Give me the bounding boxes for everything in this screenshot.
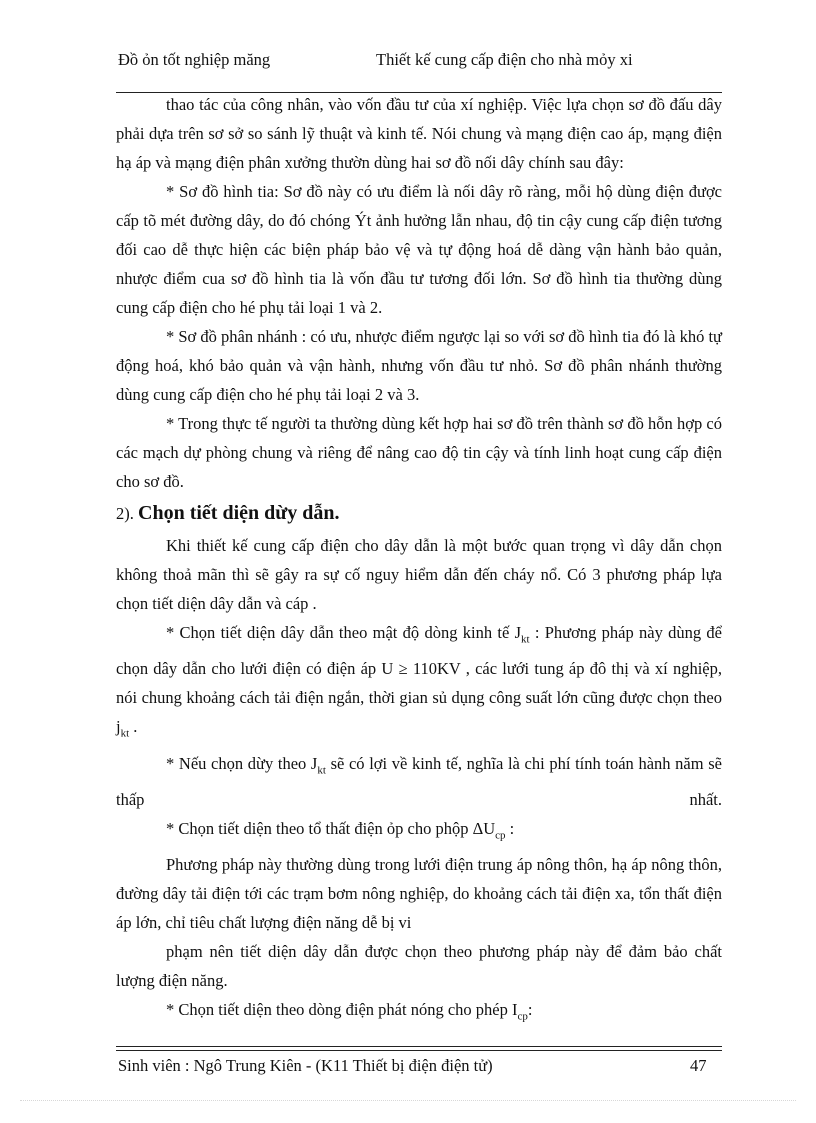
- section-number: 2).: [116, 504, 134, 523]
- header-right: Thiết kế cung cấp điện cho nhà mỏy xi: [376, 50, 633, 69]
- paragraph-rural-method: Phương pháp này thường dùng trong lưới điện trung áp nông thôn, hạ áp nông thôn, đường dây tải điện tới các trạm bơm nông nghiệp, do khoảng cách tải điện xa, tổn thất điện áp lớn, chỉ tiêu chất lượng điện năng dễ bị vi: [116, 855, 722, 933]
- footer-rule-thin: [116, 1050, 722, 1051]
- section-heading: [116, 496, 722, 531]
- page-number: 47: [690, 1056, 707, 1075]
- paragraph-radial-scheme: * Sơ đồ hình tia: Sơ đồ này có ưu điểm là nối dây rõ ràng, mỗi hộ dùng điện được cấp tõ mét đường dây, do đó chóng Ýt ảnh hưởng lẫn nhau, độ tin cậy cung cấp điện tương đối cao dễ thực hiện các biện pháp bảo vệ và tự động hoá dễ dàng vận hành bảo quản, nhược điểm cua sơ đồ hình tia là vốn đầu tư tương đối lớn. Sơ đồ hình tia thường dùng cung cấp điện cho hé phụ tải loại 1 và 2.: [116, 182, 722, 317]
- paragraph-heating-current: * Chọn tiết diện theo dòng điện phát nóng cho phép $I_{cp}$:: [166, 1000, 533, 1023]
- paragraph-economic-benefit: * Nếu chọn dừy theo $J_{kt}$ sẽ có lợi về kinh tế, nghĩa là chi phí tính toán hành năm sẽ thấp nhất.: [116, 753, 722, 809]
- paragraph-voltage-loss: * Chọn tiết diện theo tổ thất điện ỏp cho phộp $\Delta U_{cp}$ :: [166, 818, 515, 842]
- header-left: Đồ ỏn tốt nghiệp măng: [118, 50, 271, 69]
- paragraph-intro: thao tác của công nhân, vào vốn đầu tư của xí nghiệp. Việc lựa chọn sơ đồ đấu dây phải dựa trên sơ sở so sánh lỹ thuật và kinh tế. Nói chung và mạng điện cao áp, mạng điện hạ áp và mạng điện phân xưởng thườn dùng hai sơ đồ nối dây chính sau đây:: [116, 95, 722, 172]
- section-title: Chọn tiết diện dừy dẫn.: [138, 502, 340, 524]
- page-bottom-dotted-line: [20, 1100, 796, 1101]
- footer-rule-thick: [116, 1046, 722, 1047]
- paragraph-economic-density: * Chọn tiết diện dây dẫn theo mật độ dòng kinh tế $J_{kt}$ : Phương pháp này dùng để chọn dây dẫn cho lưới điện có điện áp U ≥ 110KV , các lưới tung áp đô thị và xí nghiệp, nói chung khoảng cách tải điện ngắn, thời gian sủ dụng công suất lớn cũng được chọn theo $j_{kt}$ .: [116, 623, 723, 740]
- paragraph-branch-scheme: * Sơ đồ phân nhánh : có ưu, nhược điểm ngược lại so với sơ đồ hình tia đó là khó tự động hoá, khó bảo quản và vận hành, nhưng vốn đầu tư nhỏ. Sơ đồ phân nhánh thường dùng cung cấp điện cho hé phụ tải loại 2 và 3.: [116, 327, 723, 404]
- paragraph-conductor-intro: Khi thiết kế cung cấp điện cho dây dẫn là một bước quan trọng vì dây dẫn chọn không thoả mãn thì sẽ gây ra sự cố nguy hiểm dẫn đến cháy nổ. Có 3 phương pháp lựa chọn tiết diện dây dẫn và cáp .: [116, 536, 722, 613]
- footer-author: Sinh viên : Ngô Trung Kiên - (K11 Thiết bị điện điện tử): [118, 1056, 493, 1075]
- page-content: [116, 90, 722, 1031]
- paragraph-mixed-scheme: * Trong thực tế người ta thường dùng kết hợp hai sơ đồ trên thành sơ đồ hỗn hợp có các mạch dự phòng chung và riêng để nâng cao độ tin cậy và tính linh hoạt cung cấp điện cho sơ đồ.: [116, 414, 722, 491]
- paragraph-quality: phạm nên tiết diện dây dẫn được chọn theo phương pháp này để đảm bảo chất lượng điện năng.: [116, 942, 722, 991]
